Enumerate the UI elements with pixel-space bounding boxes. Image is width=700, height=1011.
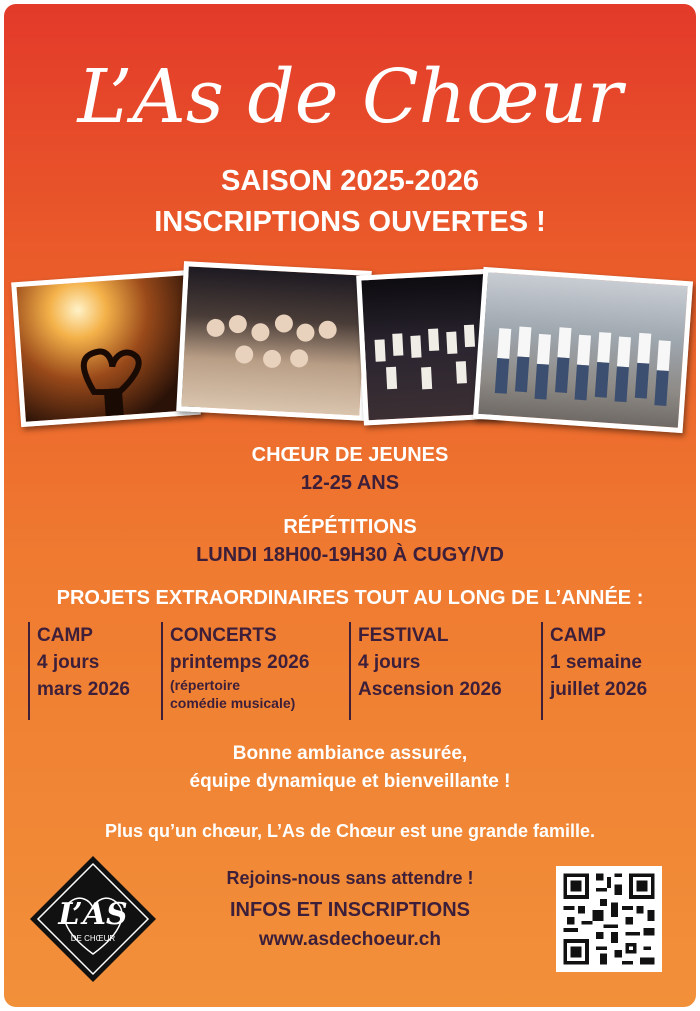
project-camp-july xyxy=(541,622,678,720)
project-name: CAMP xyxy=(37,625,93,646)
website-link[interactable]: www.asdechoeur.ch xyxy=(259,929,441,950)
project-concerts xyxy=(161,622,348,720)
project-duration: 4 jours xyxy=(37,652,100,673)
choir-line-2: 12-25 ANS xyxy=(300,472,400,494)
project-date: mars 2026 xyxy=(37,679,130,700)
project-festival xyxy=(349,622,534,720)
season-heading: SAISON 2025-2026 xyxy=(221,165,479,197)
project-duration: 1 semaine xyxy=(550,652,642,673)
project-date: juillet 2026 xyxy=(550,679,648,700)
info-line: INFOS ET INSCRIPTIONS xyxy=(229,899,471,921)
project-date: printemps 2026 xyxy=(170,652,310,673)
rehearsal-time: LUNDI 18H00-19H30 À CUGY/VD xyxy=(196,544,504,566)
project-note: (répertoire xyxy=(170,677,241,693)
logo-subtext: DE CHŒUR xyxy=(70,934,116,943)
rehearsal-title: RÉPÉTITIONS xyxy=(283,516,417,538)
project-name: CONCERTS xyxy=(170,625,277,646)
project-duration: 4 jours xyxy=(358,652,421,673)
photo-stage-group xyxy=(176,261,372,421)
family-line: Plus qu’un chœur, L’As de Chœur est une grande famille. xyxy=(104,821,596,841)
ambiance-line-1: Bonne ambiance assurée, xyxy=(232,743,468,764)
choir-line-1: CHŒUR DE JEUNES xyxy=(251,444,449,466)
poster xyxy=(4,4,696,1007)
project-name: FESTIVAL xyxy=(358,625,449,646)
poster-title: L’As de Chœur xyxy=(77,54,623,140)
projects-title: PROJETS EXTRAORDINAIRES TOUT AU LONG DE L’ANNÉE : xyxy=(56,587,644,609)
project-name: CAMP xyxy=(550,625,606,646)
signup-heading: INSCRIPTIONS OUVERTES ! xyxy=(154,206,546,238)
project-camp-march xyxy=(28,622,155,720)
qr-code-icon[interactable] xyxy=(556,866,662,972)
project-date: Ascension 2026 xyxy=(358,679,502,700)
project-note: comédie musicale) xyxy=(170,695,296,711)
logo-text: L’AS xyxy=(58,897,128,932)
ambiance-line-2: équipe dynamique et bienveillante ! xyxy=(189,771,511,792)
photo-concert-heart xyxy=(11,270,201,427)
cta-line: Rejoins-nous sans attendre ! xyxy=(226,868,474,888)
photo-choir-outdoor xyxy=(473,267,693,433)
